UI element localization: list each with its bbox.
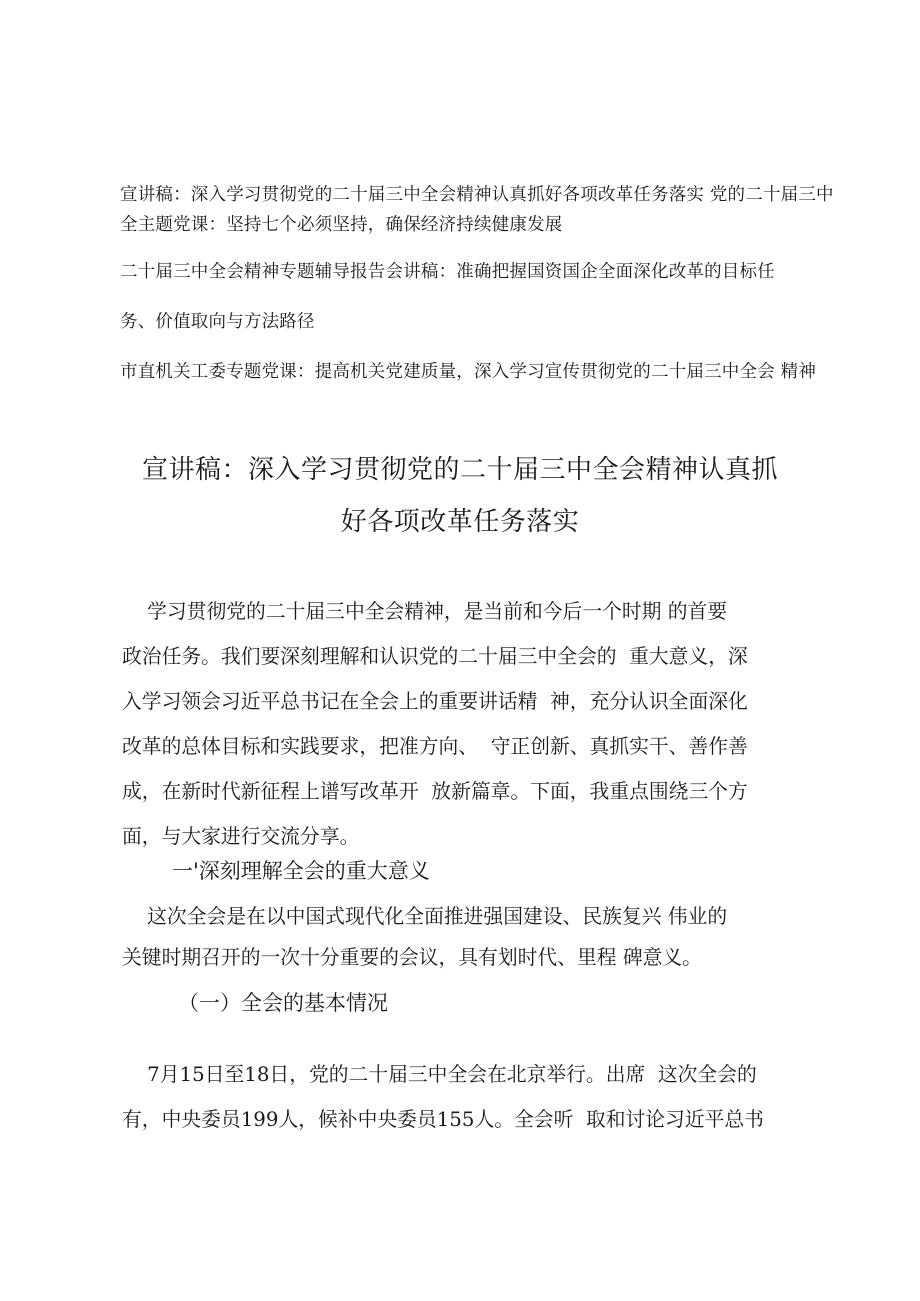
toc-entry-2: 二十届三中全会精神专题辅导报告会讲稿：准确把握国资国企全面深化改革的目标任 bbox=[120, 262, 775, 282]
intro-paragraph-line: 改革的总体目标和实践要求，把准方向、 守正创新、真抓实干、善作善 bbox=[122, 735, 748, 758]
section-heading-1: 一'深刻理解全会的重大意义 bbox=[172, 859, 430, 883]
toc-entry-1-continued: 全主题党课：坚持七个必须坚持，确保经济持续健康发展 bbox=[120, 215, 563, 235]
intro-paragraph-line: 入学习领会习近平总书记在全会上的重要讲话精 神，充分认识全面深化 bbox=[122, 690, 748, 713]
subsection-1-paragraph-line: 7月15日至18日，党的二十届三中全会在北京举行。出席 这次全会的 bbox=[122, 1063, 757, 1086]
intro-paragraph-line: 成，在新时代新征程上谱写改革开 放新篇章。下面，我重点围绕三个方 bbox=[122, 780, 748, 803]
subsection-1-paragraph-line: 有，中央委员199人，候补中央委员155人。全会听 取和讨论习近平总书 bbox=[122, 1108, 764, 1131]
subsection-heading-1: （一）全会的基本情况 bbox=[178, 991, 388, 1015]
intro-paragraph-line: 面，与大家进行交流分享。 bbox=[122, 825, 360, 848]
section-1-paragraph-line: 这次全会是在以中国式现代化全面推进强国建设、民族复兴 伟业的 bbox=[122, 905, 728, 928]
intro-paragraph-line: 学习贯彻党的二十届三中全会精神，是当前和今后一个时期 的首要 bbox=[122, 600, 728, 623]
toc-entry-1: 宣讲稿：深入学习贯彻党的二十届三中全会精神认真抓好各项改革任务落实 党的二十届三中 bbox=[120, 185, 834, 205]
toc-entry-2-continued: 务、价值取向与方法路径 bbox=[120, 312, 315, 332]
document-title-line-1: 宣讲稿：深入学习贯彻党的二十届三中全会精神认真抓 bbox=[141, 455, 778, 485]
document-title-line-2: 好各项改革任务落实 bbox=[340, 507, 580, 537]
section-1-paragraph-line: 关键时期召开的一次十分重要的会议，具有划时代、里程 碑意义。 bbox=[122, 946, 702, 969]
toc-entry-3: 市直机关工委专题党课：提高机关党建质量，深入学习宣传贯彻党的二十届三中全会 精神 bbox=[120, 362, 817, 382]
intro-paragraph-line: 政治任务。我们要深刻理解和认识党的二十届三中全会的 重大意义，深 bbox=[122, 645, 748, 668]
